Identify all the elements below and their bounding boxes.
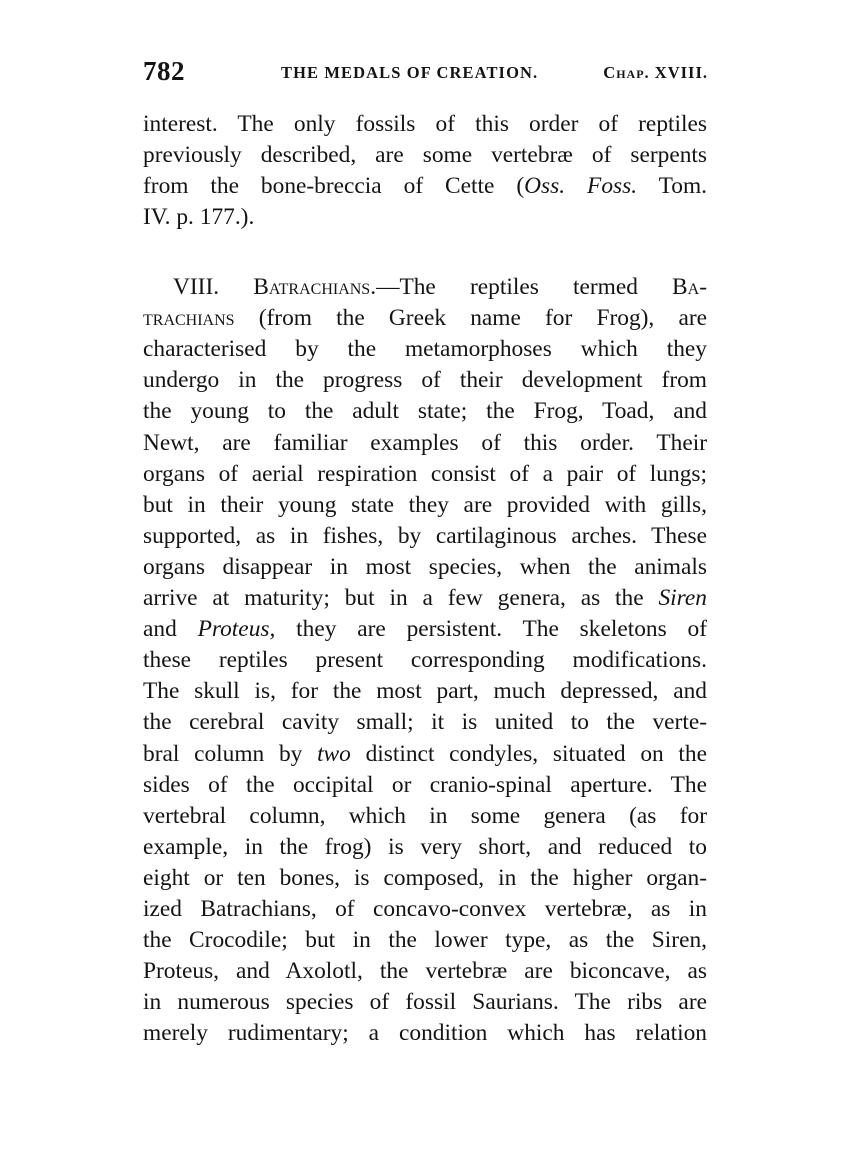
text-line	[143, 987, 707, 1018]
text-line	[143, 614, 707, 645]
chapter-label: Chap. XVIII.	[603, 63, 708, 82]
text-run: ized Batrachians, of concavo-convex vertebræ, as in	[143, 896, 707, 922]
text-line	[143, 676, 707, 707]
small-caps-text: trachians	[143, 305, 235, 332]
text-run: the Crocodile; but in the lower type, as the Siren,	[143, 927, 707, 954]
text-run: distinct condyles, situated on the	[350, 740, 707, 767]
running-title: THE MEDALS OF CREATION.	[281, 63, 539, 82]
text-run: Newt, are familiar examples of this order. Their	[143, 429, 707, 456]
text-line	[143, 832, 707, 863]
page-number: 782	[143, 56, 185, 86]
text-line	[143, 925, 707, 956]
text-line	[143, 801, 707, 832]
text-run: organs disappear in most species, when the animals	[143, 553, 707, 580]
text-line	[143, 1018, 707, 1049]
text-run: previously described, are some vertebræ of serpents	[143, 142, 707, 169]
text-line	[143, 739, 707, 770]
text-line	[143, 334, 707, 365]
text-run: interest. The only fossils of this order of reptiles	[143, 111, 707, 137]
text-run: organs of aerial respiration consist of a pair of lungs;	[143, 460, 707, 487]
italic-text: Proteus,	[197, 616, 276, 643]
text-line	[143, 770, 707, 801]
page-header	[143, 56, 708, 88]
text-line	[173, 272, 707, 303]
text-line	[143, 863, 707, 894]
text-run: from the bone-breccia of Cette (	[143, 173, 525, 200]
text-run: —The reptiles termed	[376, 274, 673, 300]
text-run: Tom.	[637, 173, 707, 200]
text-run: arrive at maturity; but in a few genera, as the	[143, 585, 659, 611]
text-run: example, in the frog) is very short, and reduced to	[143, 833, 707, 860]
text-run: (from the Greek name for Frog), are	[234, 305, 707, 332]
text-run: sides of the occipital or cranio-spinal aperture. The	[143, 771, 707, 798]
text-run: these reptiles present corresponding modifications.	[143, 647, 707, 674]
text-run: and	[143, 616, 198, 643]
text-run: bral column by	[143, 740, 318, 767]
text-line	[143, 109, 707, 140]
text-run: the cerebral cavity small; it is united to the verte-	[143, 709, 707, 736]
text-line	[143, 303, 707, 334]
text-line	[143, 428, 707, 459]
italic-text: two	[317, 740, 351, 767]
text-run: vertebral column, which in some genera (as for	[143, 802, 707, 829]
italic-text: Oss. Foss.	[524, 173, 638, 200]
text-line	[143, 521, 707, 552]
text-run: characterised by the metamorphoses which they	[143, 336, 707, 363]
text-run: undergo in the progress of their development from	[143, 367, 707, 394]
text-run: merely rudimentary; a condition which has relation	[143, 1020, 707, 1047]
text-line	[143, 140, 707, 171]
text-line	[143, 490, 707, 521]
text-run: eight or ten bones, is composed, in the higher organ-	[143, 864, 707, 891]
text-line	[143, 396, 707, 427]
text-line	[143, 365, 707, 396]
text-run: Proteus, and Axolotl, the vertebræ are biconcave, as	[143, 958, 707, 985]
text-run: in numerous species of fossil Saurians. The ribs are	[143, 989, 707, 1016]
text-run: supported, as in fishes, by cartilaginous arches. These	[143, 522, 707, 549]
italic-text: Siren	[658, 585, 707, 611]
text-line	[143, 552, 707, 583]
small-caps-text: Batrachians.	[253, 274, 377, 300]
text-line	[143, 894, 707, 925]
text-line	[143, 583, 707, 614]
text-run: The skull is, for the most part, much depressed, and	[143, 678, 707, 705]
text-line	[143, 645, 707, 676]
text-run: VIII.	[173, 274, 254, 300]
text-line	[143, 707, 707, 738]
text-run: the young to the adult state; the Frog, Toad, and	[143, 398, 707, 425]
small-caps-text: Ba-	[672, 274, 707, 300]
text-line	[143, 171, 707, 202]
text-run: but in their young state they are provided with gills,	[143, 491, 707, 518]
text-line	[143, 459, 707, 490]
text-run: IV. p. 177.).	[143, 204, 255, 231]
text-run: they are persistent. The skeletons of	[275, 616, 707, 643]
text-line	[143, 956, 707, 987]
text-line	[143, 202, 707, 233]
